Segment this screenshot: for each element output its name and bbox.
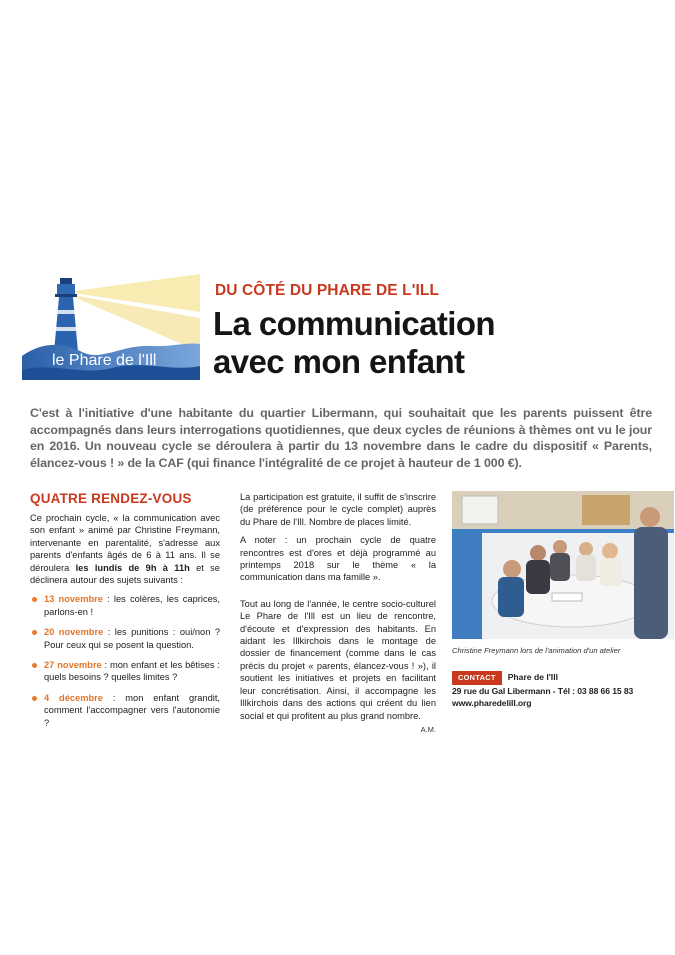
section-kicker: DU CÔTÉ DU PHARE DE L'ILL [215,282,440,299]
paragraph: La participation est gratuite, il suffit de s'inscrire (de préférence pour le cycle complet) auprès du Phare de l'Ill. Nombre de places limité. [240,492,436,527]
section-heading: QUATRE RENDEZ-VOUS [30,491,192,506]
paragraph: Tout au long de l'année, le centre socio-culturel Le Phare de l'Ill est un lieu de rencontre, d'écoute et d'expression des habitants. En aidant les Illkirchois dans le montage de dossier de financement (comme dans le cas précis du projet « parents, élancez-vous ! »), il soutient les initiatives et projets en facilitant leur concrétisation. Ainsi, il accompagne les Illkirchois dans des actions qui créent du lien social et qui profitent au plus grand nombre. [240,598,436,721]
bullet-icon [32,663,37,668]
phare-de-lill-logo [22,272,200,384]
paragraph: A noter : un prochain cycle de quatre rencontres est d'ores et déjà programmé au printemps 2018 sur le thème « la communication dans ma famille ». [240,535,436,583]
author-signature: A.M. [420,724,436,734]
list-item: 27 novembre : mon enfant et les bêtises : quels besoins ? quelles limites ? [30,659,220,684]
contact-box [452,671,674,709]
article-title [213,305,653,381]
contact-address: 29 rue du Gal Libermann - Tél : 03 88 66 15 83 [452,686,634,696]
column-rendez-vous [30,491,220,737]
column-info [240,491,436,736]
bullet-icon [32,630,37,635]
bullet-icon [32,597,37,602]
contact-tag: CONTACT [452,671,502,685]
bullet-icon [32,696,37,701]
list-item: 13 novembre : les colères, les caprices, parlons-en ! [30,593,220,618]
photo-caption: Christine Freymann lors de l'animation d'un atelier [452,646,621,655]
contact-website[interactable]: www.pharedelill.org [452,698,532,708]
list-item: 20 novembre : les punitions : oui/non ? Pour ceux qui se posent la question. [30,626,220,651]
title-line-1: La communication [213,305,495,342]
title-line-2: avec mon enfant [213,343,465,380]
list-item: 4 décembre : mon enfant grandit, comment l'accompagner vers l'autonomie ? [30,692,220,729]
intro-paragraph: Ce prochain cycle, « la communication avec son enfant » animé par Christine Freymann, intervenante en parentalité, s'adresse aux parents d'enfants âgés de 6 à 11 ans. Il se déroulera les lundis de 9h à 11h et se déclinera autour des sujets suivants : [30,513,220,586]
workshop-photo [452,491,674,639]
contact-organisation: Phare de l'Ill [507,672,558,682]
logo-text: le Phare de l'Ill [52,352,157,369]
lead-paragraph: C'est à l'initiative d'une habitante du quartier Libermann, qui souhaitait que les parents puissent être accompagnés dans leurs interrogations quotidiennes, que deux cycles de réunions à thèmes ont vu le jour en 2016. Un nouveau cycle se déroulera à partir du 13 novembre dans le cadre du dispositif « Parents, élancez-vous ! » de la CAF (qui finance l'intégralité de ce projet à hauteur de 1 000 €). [30,406,652,470]
